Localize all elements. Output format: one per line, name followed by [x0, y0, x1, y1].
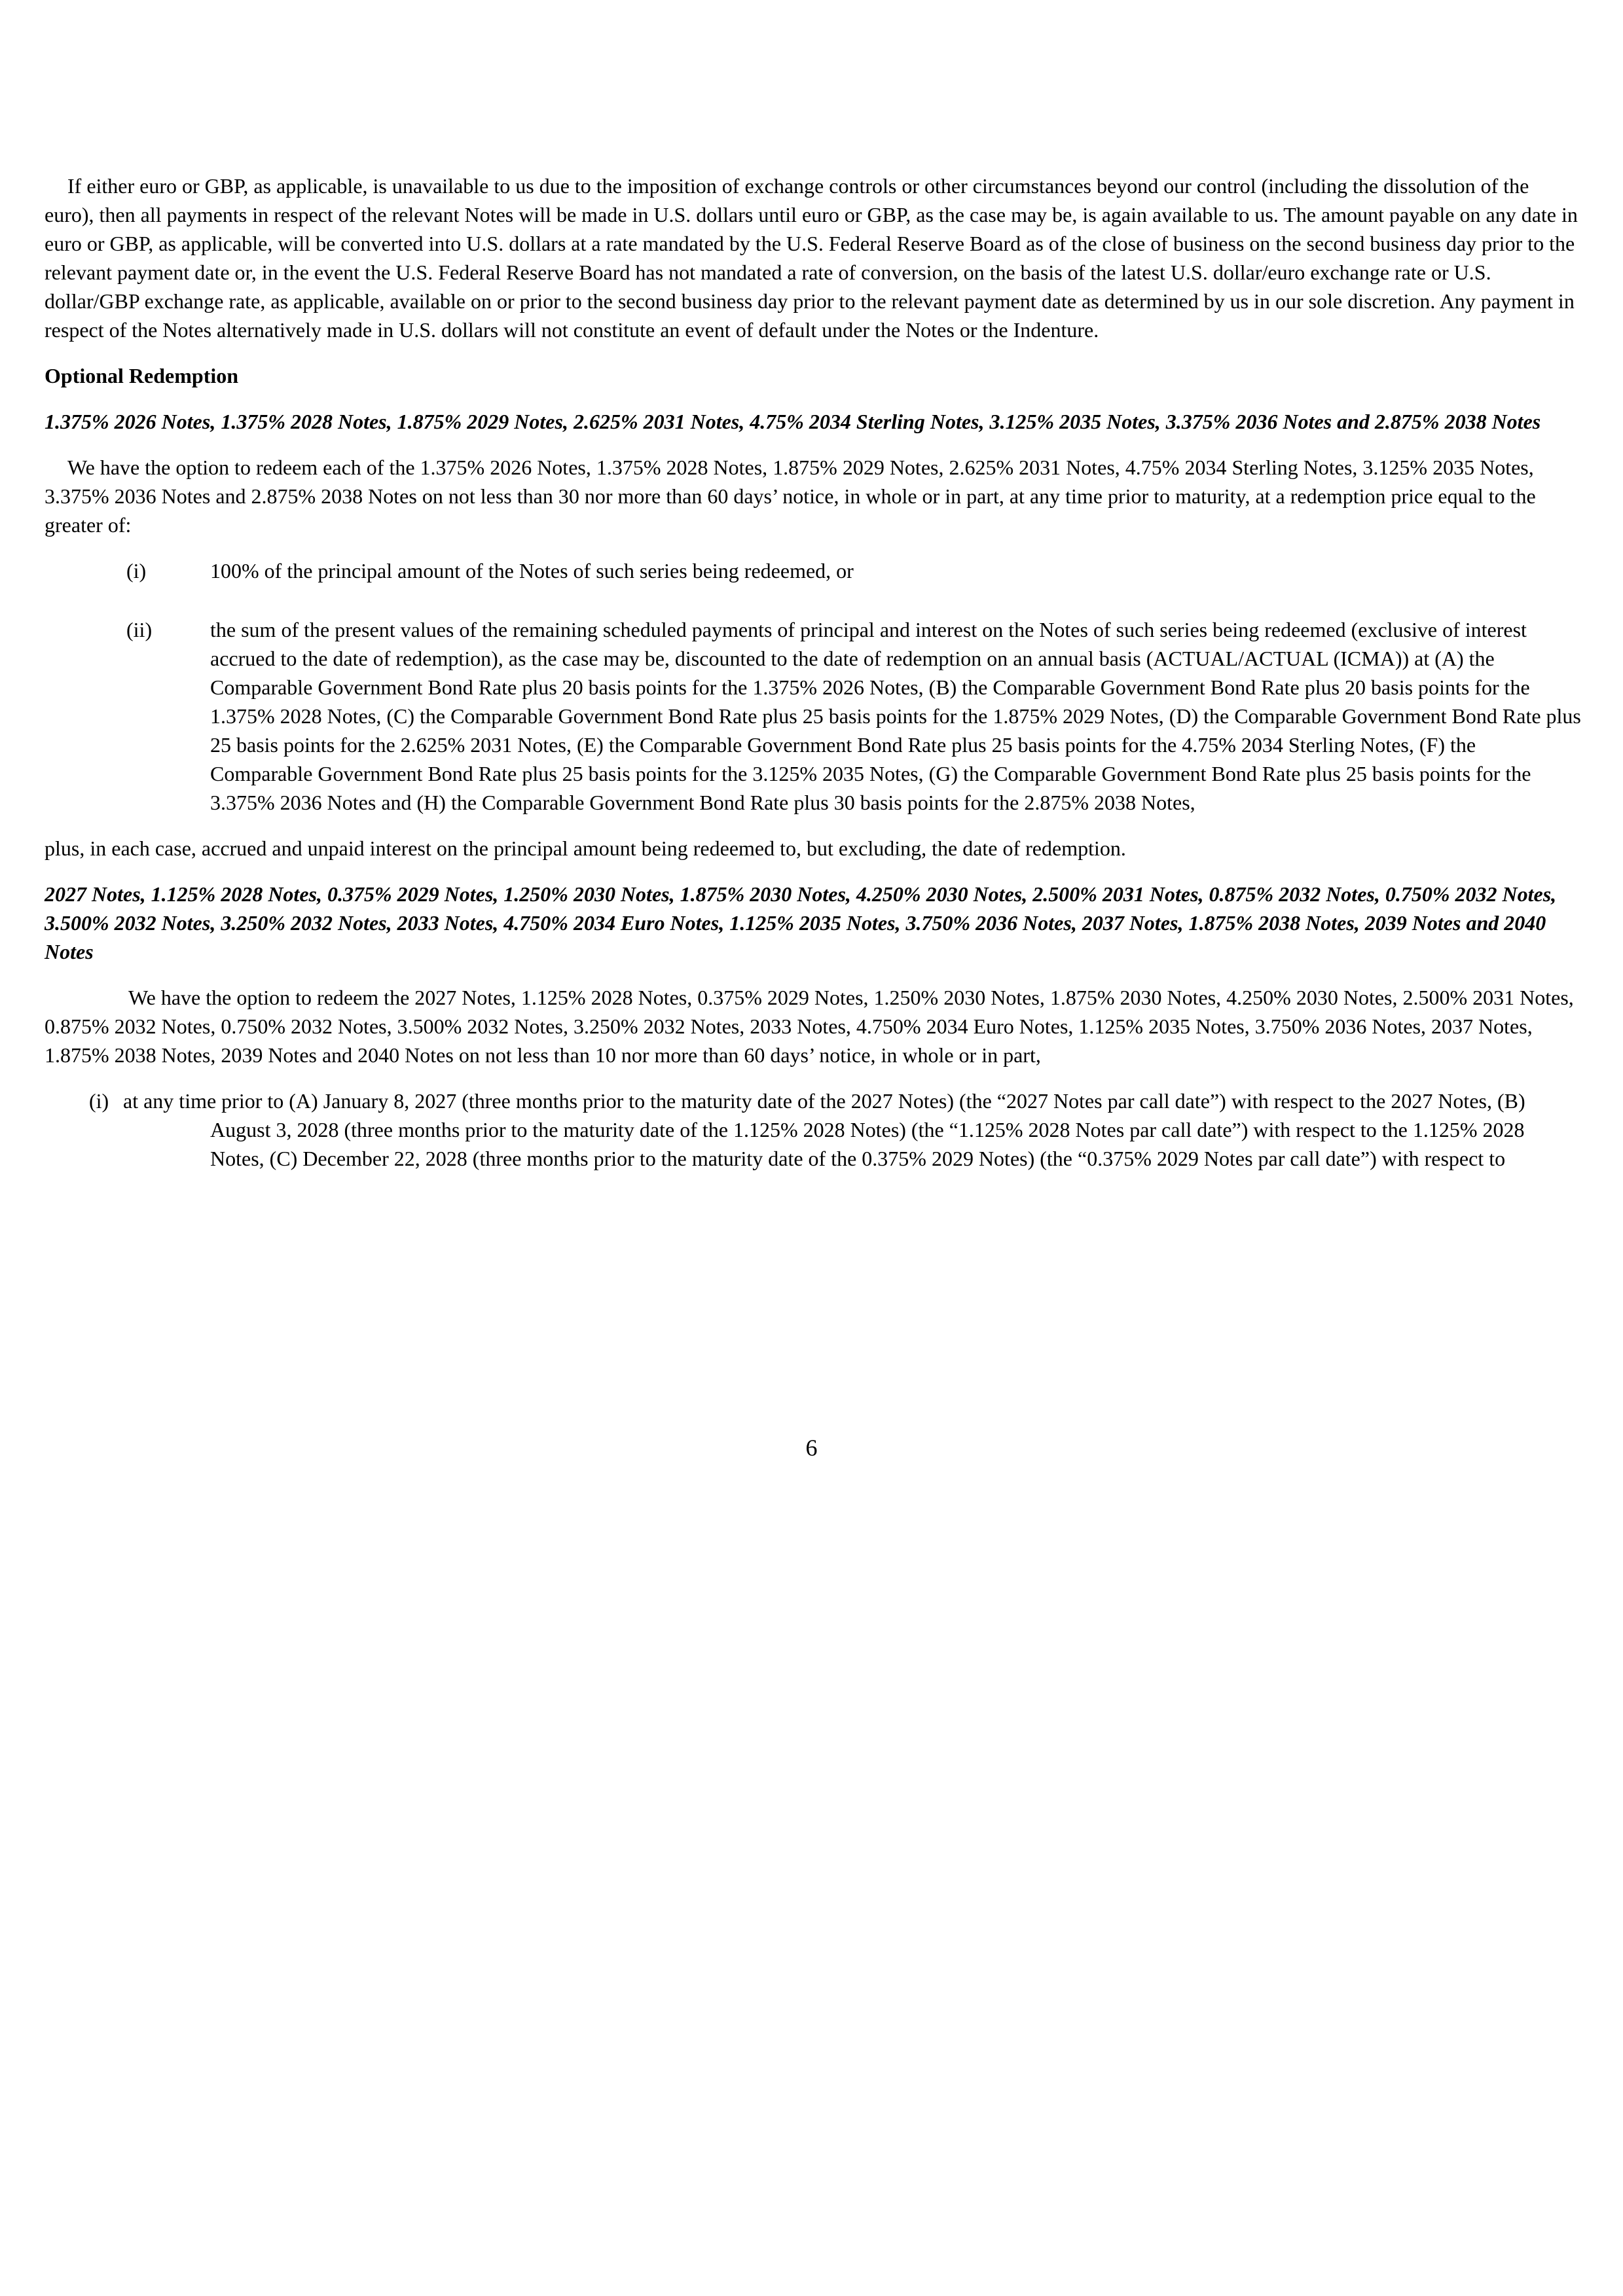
paragraph-plus-accrued-interest: plus, in each case, accrued and unpaid interest on the principal amount being redeemed to, but excluding, the date of redemption.: [45, 836, 1126, 860]
paragraph-group1-redemption: We have the option to redeem each of the 1.375% 2026 Notes, 1.375% 2028 Notes, 1.875% 2029 Notes, 2.625% 2031 Notes, 4.75% 2034 Sterling Notes, 3.125% 2035 Notes, 3.375% 2036 Notes and 2.875% 2038 Notes on not less than 30 nor more than 60 days’ notice, in whole or in part, at any time prior to maturity, at a redemption price equal to the greater of:: [45, 456, 1536, 537]
subheading-group1-notes: 1.375% 2026 Notes, 1.375% 2028 Notes, 1.875% 2029 Notes, 2.625% 2031 Notes, 4.75% 2034 Sterling Notes, 3.125% 2035 Notes, 3.375% 2036 Notes and 2.875% 2038 Notes: [45, 410, 1541, 433]
page-number: 6: [805, 1435, 818, 1461]
list-marker: (ii): [126, 618, 153, 641]
subheading-group2-notes: 2027 Notes, 1.125% 2028 Notes, 0.375% 2029 Notes, 1.250% 2030 Notes, 1.875% 2030 Notes, 4.250% 2030 Notes, 2.500% 2031 Notes, 0.875% 2032 Notes, 0.750% 2032 Notes, 3.500% 2032 Notes, 3.250% 2032 Notes, 2033 Notes, 4.750% 2034 Euro Notes, 1.125% 2035 Notes, 3.750% 2036 Notes, 2037 Notes, 1.875% 2038 Notes, 2039 Notes and 2040 Notes: [45, 882, 1557, 963]
list-item-text: at any time prior to (A) January 8, 2027 (three months prior to the maturity date of the 2027 Notes) (the “2027 Notes par call date”) with respect to the 2027 Notes, (B) August 3, 2028 (three months prior to the maturity date of the 1.125% 2028 Notes) (the “1.125% 2028 Notes par call date”) with respect to the 1.125% 2028 Notes, (C) December 22, 2028 (three months prior to the maturity date of the 0.375% 2029 Notes) (the “0.375% 2029 Notes par call date”) with respect to: [123, 1089, 1525, 1170]
list-marker: (i): [126, 559, 147, 583]
list-item-group1-ii: [45, 615, 1582, 817]
document-body: [45, 171, 1582, 1173]
heading-optional-redemption: Optional Redemption: [45, 364, 239, 387]
paragraph-group2-redemption: We have the option to redeem the 2027 Notes, 1.125% 2028 Notes, 0.375% 2029 Notes, 1.250% 2030 Notes, 1.875% 2030 Notes, 4.250% 2030 Notes, 2.500% 2031 Notes, 0.875% 2032 Notes, 0.750% 2032 Notes, 3.500% 2032 Notes, 3.250% 2032 Notes, 2033 Notes, 4.750% 2034 Euro Notes, 1.125% 2035 Notes, 3.750% 2036 Notes, 2037 Notes, 1.875% 2038 Notes, 2039 Notes and 2040 Notes on not less than 10 nor more than 60 days’ notice, in whole or in part,: [45, 986, 1574, 1067]
list-marker: (i): [89, 1089, 109, 1113]
list-item-text: the sum of the present values of the remaining scheduled payments of principal and interest on the Notes of such series being redeemed (exclusive of interest accrued to the date of redemption), as the case may be, discounted to the date of redemption on an annual basis (ACTUAL/ACTUAL (ICMA)) at (A) the Comparable Government Bond Rate plus 20 basis points for the 1.375% 2026 Notes, (B) the Comparable Government Bond Rate plus 20 basis points for the 1.375% 2028 Notes, (C) the Comparable Government Bond Rate plus 25 basis points for the 1.875% 2029 Notes, (D) the Comparable Government Bond Rate plus 25 basis points for the 2.625% 2031 Notes, (E) the Comparable Government Bond Rate plus 25 basis points for the 4.75% 2034 Sterling Notes, (F) the Comparable Government Bond Rate plus 25 basis points for the 3.125% 2035 Notes, (G) the Comparable Government Bond Rate plus 25 basis points for the 3.375% 2036 Notes and (H) the Comparable Government Bond Rate plus 30 basis points for the 2.875% 2038 Notes,: [210, 618, 1581, 814]
list-item-group1-i: [45, 556, 1582, 585]
paragraph-currency-unavailability: If either euro or GBP, as applicable, is unavailable to us due to the imposition of exchange controls or other circumstances beyond our control (including the dissolution of the euro), then all payments in respect of the relevant Notes will be made in U.S. dollars until euro or GBP, as the case may be, is again available to us. The amount payable on any date in euro or GBP, as applicable, will be converted into U.S. dollars at a rate mandated by the U.S. Federal Reserve Board as of the close of business on the second business day prior to the relevant payment date or, in the event the U.S. Federal Reserve Board has not mandated a rate of conversion, on the basis of the latest U.S. dollar/euro exchange rate or U.S. dollar/GBP exchange rate, as applicable, available on or prior to the second business day prior to the relevant payment date as determined by us in our sole discretion. Any payment in respect of the Notes alternatively made in U.S. dollars will not constitute an event of default under the Notes or the Indenture.: [45, 174, 1578, 342]
list-item-text: 100% of the principal amount of the Notes of such series being redeemed, or: [210, 559, 854, 583]
list-item-group2-i: [45, 1086, 1582, 1173]
